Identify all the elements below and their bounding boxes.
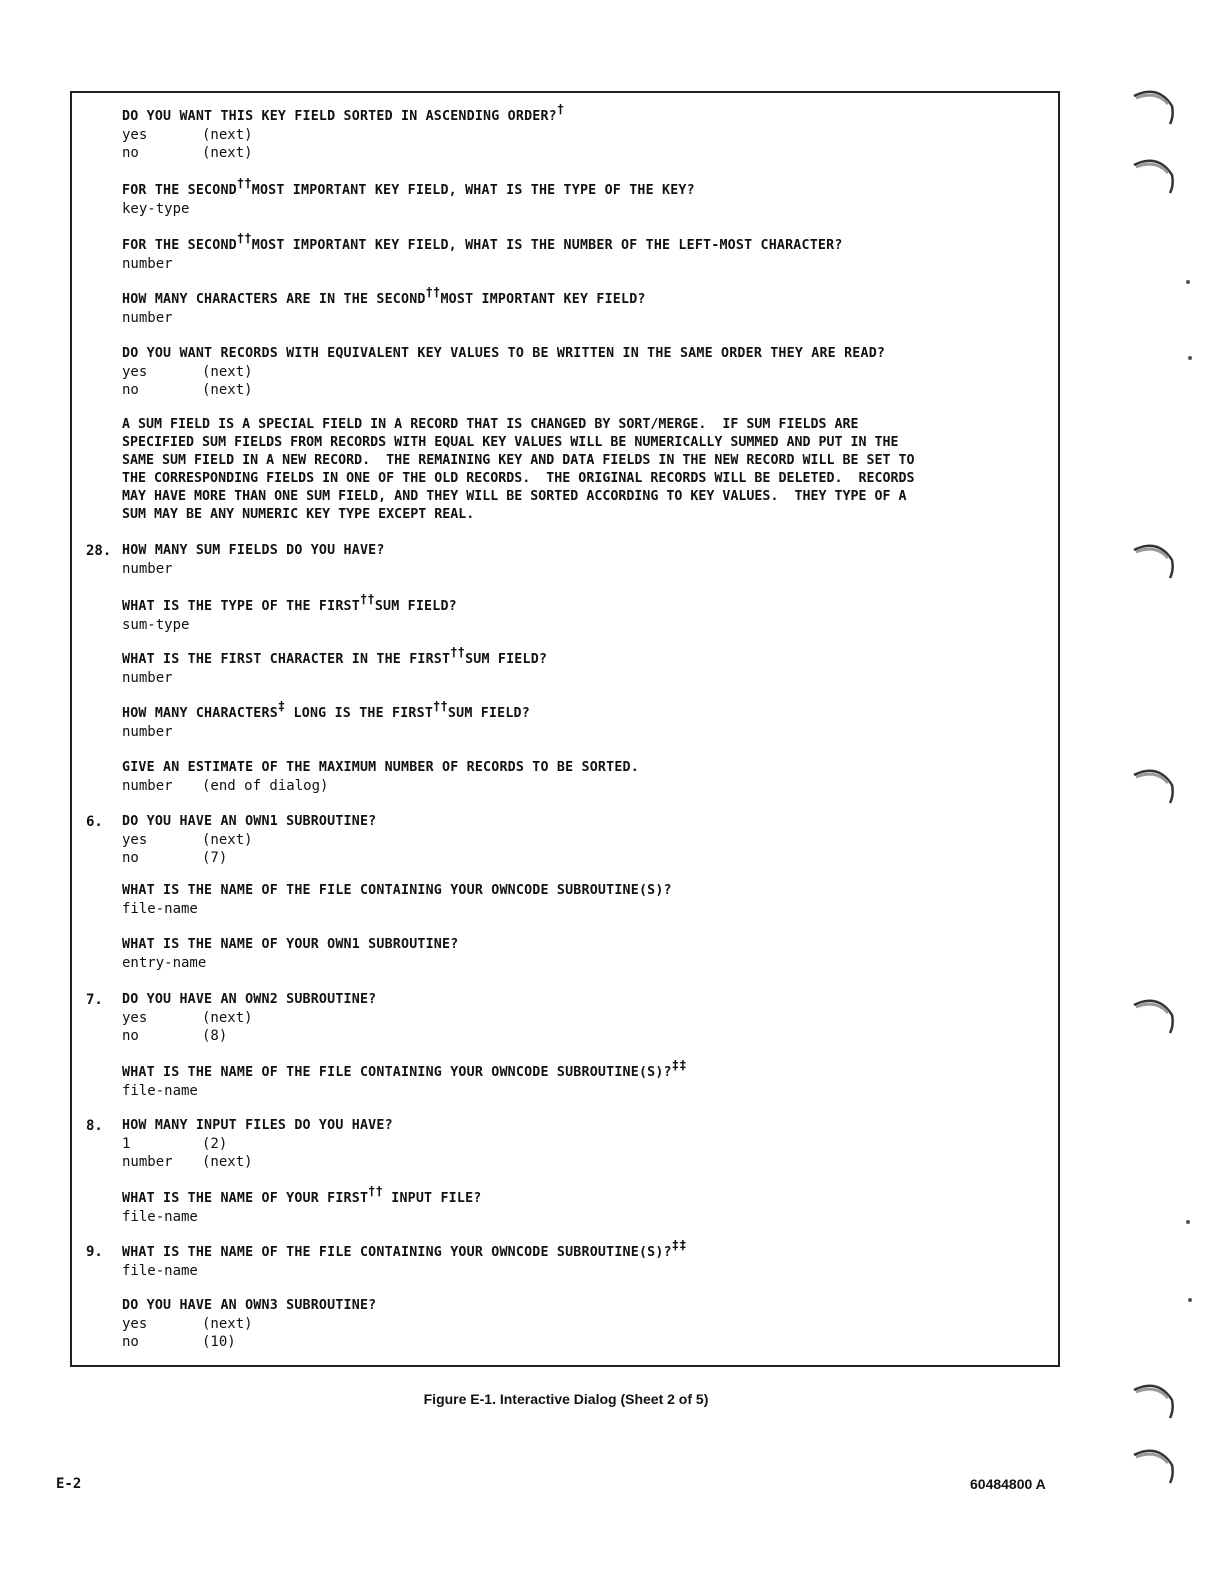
answer-value: number <box>122 256 173 272</box>
footnote-marker: †† <box>425 285 441 299</box>
question-text: SUM FIELD? <box>465 652 548 667</box>
answer-option <box>122 1262 1000 1280</box>
speck-mark <box>1188 1298 1192 1302</box>
dialog-question <box>122 759 1000 777</box>
answer-next-step: (8) <box>202 1028 228 1044</box>
dialog-question <box>122 1117 1000 1135</box>
question-text: INPUT FILE? <box>383 1191 482 1206</box>
answer-next-step: (next) <box>202 127 253 143</box>
dialog-block <box>0 1238 1000 1280</box>
answer-value: no <box>122 1028 139 1044</box>
dialog-question <box>122 882 1000 900</box>
footnote-marker: †† <box>433 699 448 713</box>
question-text: FOR THE SECOND <box>122 183 237 198</box>
answer-value: no <box>122 382 139 398</box>
answer-option <box>122 900 1000 918</box>
dialog-block <box>0 645 1000 687</box>
question-text: FOR THE SECOND <box>122 238 237 253</box>
dialog-block <box>0 1058 1000 1100</box>
answer-option <box>122 200 1000 218</box>
dialog-question <box>122 102 1000 126</box>
binder-hole-icon <box>1128 155 1178 200</box>
question-text: HOW MANY INPUT FILES DO YOU HAVE? <box>122 1118 393 1133</box>
footnote-marker: †† <box>359 592 375 606</box>
dialog-block <box>0 813 1000 867</box>
dialog-block <box>0 231 1000 273</box>
answer-value: entry-name <box>122 955 207 971</box>
answer-option <box>122 255 1000 273</box>
dialog-block <box>0 1117 1000 1171</box>
question-text: LONG IS THE FIRST <box>285 706 434 721</box>
answer-value: no <box>122 850 139 866</box>
answer-option <box>122 831 1000 849</box>
question-text: DO YOU WANT THIS KEY FIELD SORTED IN ASCENDING ORDER? <box>122 109 557 124</box>
answer-option <box>122 1082 1000 1100</box>
question-text: DO YOU WANT RECORDS WITH EQUIVALENT KEY VALUES TO BE WRITTEN IN THE SAME ORDER THEY ARE READ? <box>122 346 886 361</box>
answer-value: yes <box>122 832 148 848</box>
answer-option <box>122 669 1000 687</box>
speck-mark <box>1186 280 1190 284</box>
answer-value: yes <box>122 1316 148 1332</box>
question-text: HOW MANY CHARACTERS ARE IN THE SECOND <box>122 292 426 307</box>
footnote-marker: † <box>556 102 565 116</box>
answer-value: yes <box>122 1010 148 1026</box>
dialog-block <box>0 176 1000 218</box>
answer-option <box>122 616 1000 634</box>
answer-next-step: (next) <box>202 1154 253 1170</box>
answer-next-step: (end of dialog) <box>202 778 329 794</box>
answer-value: no <box>122 145 139 161</box>
dialog-question <box>122 542 1000 560</box>
answer-next-step: (7) <box>202 850 228 866</box>
question-text: MOST IMPORTANT KEY FIELD, WHAT IS THE NUMBER OF THE LEFT-MOST CHARACTER? <box>251 238 843 253</box>
dialog-question <box>122 592 1000 616</box>
answer-option <box>122 560 1000 578</box>
step-number: 6. <box>86 814 103 830</box>
question-text: HOW MANY SUM FIELDS DO YOU HAVE? <box>122 543 385 558</box>
dialog-block <box>0 759 1000 795</box>
step-number: 7. <box>86 992 103 1008</box>
answer-option <box>122 849 1000 867</box>
answer-next-step: (2) <box>202 1136 228 1152</box>
dialog-question <box>122 991 1000 1009</box>
question-text: GIVE AN ESTIMATE OF THE MAXIMUM NUMBER OF RECORDS TO BE SORTED. <box>122 760 639 775</box>
binder-hole-icon <box>1128 540 1178 585</box>
step-number: 9. <box>86 1244 103 1260</box>
question-text: SUM FIELD? <box>374 599 457 614</box>
sum-field-paragraph: A SUM FIELD IS A SPECIAL FIELD IN A RECORD THAT IS CHANGED BY SORT/MERGE. IF SUM FIELDS ARE SPECIFIED SUM FIELDS FROM RECORDS WITH EQUAL KEY VALUES WILL BE NUMERICALLY SUMMED AND PUT IN THE SAME SUM FIELD IN A NEW RECORD. THE REMAINING KEY AND DATA FIELDS IN THE NEW RECORD WILL BE SET TO THE CORRESPONDING FIELDS IN ONE OF THE OLD RECORDS. THE ORIGINAL RECORDS WILL BE DELETED. RECORDS MAY HAVE MORE THAN ONE SUM FIELD, AND THEY WILL BE SORTED ACCORDING TO KEY VALUES. THEY TYPE OF A SUM MAY BE ANY NUMERIC KEY TYPE EXCEPT REAL. <box>122 417 915 522</box>
footnote-marker: ‡‡ <box>671 1238 687 1252</box>
page-number: E-2 <box>56 1476 82 1492</box>
dialog-question <box>122 345 1000 363</box>
step-number: 8. <box>86 1118 103 1134</box>
answer-value: file-name <box>122 1083 198 1099</box>
question-text: MOST IMPORTANT KEY FIELD, WHAT IS THE TYPE OF THE KEY? <box>251 183 695 198</box>
answer-option <box>122 144 1000 162</box>
dialog-question <box>122 1297 1000 1315</box>
answer-next-step: (next) <box>202 1316 253 1332</box>
dialog-block <box>0 102 1000 162</box>
question-text: SUM FIELD? <box>447 706 530 721</box>
document-number: 60484800 A <box>970 1476 1046 1492</box>
dialog-block <box>0 345 1000 399</box>
answer-option <box>122 381 1000 399</box>
answer-next-step: (next) <box>202 145 253 161</box>
question-text: MOST IMPORTANT KEY FIELD? <box>440 292 646 307</box>
answer-option <box>122 1315 1000 1333</box>
dialog-block <box>0 699 1000 741</box>
answer-value: key-type <box>122 201 190 217</box>
question-text: WHAT IS THE TYPE OF THE FIRST <box>122 599 360 614</box>
answer-value: yes <box>122 127 148 143</box>
dialog-block <box>0 936 1000 972</box>
question-text: WHAT IS THE NAME OF THE FILE CONTAINING YOUR OWNCODE SUBROUTINE(S)? <box>122 1245 672 1260</box>
answer-value: number <box>122 670 173 686</box>
binder-hole-icon <box>1128 86 1178 131</box>
answer-value: yes <box>122 364 148 380</box>
answer-next-step: (10) <box>202 1334 236 1350</box>
answer-value: number <box>122 778 173 794</box>
answer-value: number <box>122 561 173 577</box>
dialog-question <box>122 1184 1000 1208</box>
dialog-question <box>122 1058 1000 1082</box>
footnote-marker: †† <box>368 1184 384 1198</box>
answer-value: file-name <box>122 1209 198 1225</box>
answer-option <box>122 777 1000 795</box>
answer-value: file-name <box>122 901 198 917</box>
binder-hole-icon <box>1128 995 1178 1040</box>
speck-mark <box>1188 356 1192 360</box>
answer-next-step: (next) <box>202 832 253 848</box>
dialog-block <box>0 592 1000 634</box>
dialog-block <box>0 991 1000 1045</box>
question-text: WHAT IS THE NAME OF THE FILE CONTAINING YOUR OWNCODE SUBROUTINE(S)? <box>122 1065 672 1080</box>
answer-option <box>122 1009 1000 1027</box>
dialog-question <box>122 231 1000 255</box>
answer-value: number <box>122 310 173 326</box>
dialog-block <box>0 285 1000 327</box>
answer-option <box>122 1208 1000 1226</box>
question-text: WHAT IS THE FIRST CHARACTER IN THE FIRST <box>122 652 451 667</box>
answer-option <box>122 954 1000 972</box>
dialog-question <box>122 936 1000 954</box>
question-text: DO YOU HAVE AN OWN1 SUBROUTINE? <box>122 814 377 829</box>
question-text: WHAT IS THE NAME OF YOUR FIRST <box>122 1191 369 1206</box>
dialog-block <box>0 1297 1000 1351</box>
dialog-question <box>122 176 1000 200</box>
answer-value: no <box>122 1334 139 1350</box>
binder-hole-icon <box>1128 765 1178 810</box>
question-text: DO YOU HAVE AN OWN3 SUBROUTINE? <box>122 1298 377 1313</box>
dialog-question <box>122 1238 1000 1262</box>
dialog-block <box>0 542 1000 578</box>
answer-value: number <box>122 724 173 740</box>
speck-mark <box>1186 1220 1190 1224</box>
answer-value: 1 <box>122 1136 131 1152</box>
answer-option <box>122 1333 1000 1351</box>
dialog-question <box>122 813 1000 831</box>
answer-next-step: (next) <box>202 364 253 380</box>
dialog-block <box>0 1184 1000 1226</box>
footnote-marker: ‡‡ <box>671 1058 687 1072</box>
dialog-question <box>122 645 1000 669</box>
answer-option <box>122 309 1000 327</box>
answer-option <box>122 723 1000 741</box>
answer-option <box>122 363 1000 381</box>
answer-next-step: (next) <box>202 382 253 398</box>
answer-option <box>122 1027 1000 1045</box>
question-text: WHAT IS THE NAME OF THE FILE CONTAINING YOUR OWNCODE SUBROUTINE(S)? <box>122 883 672 898</box>
dialog-question <box>122 699 1000 723</box>
figure-caption: Figure E-1. Interactive Dialog (Sheet 2 of 5) <box>423 1391 709 1407</box>
question-text: WHAT IS THE NAME OF YOUR OWN1 SUBROUTINE? <box>122 937 459 952</box>
footnote-marker: †† <box>450 645 466 659</box>
answer-value: file-name <box>122 1263 198 1279</box>
answer-next-step: (next) <box>202 1010 253 1026</box>
dialog-block <box>0 882 1000 918</box>
footnote-marker: ‡ <box>277 699 286 713</box>
footnote-marker: †† <box>236 176 252 190</box>
question-text: HOW MANY CHARACTERS <box>122 706 278 721</box>
binder-hole-icon <box>1128 1380 1178 1425</box>
answer-value: sum-type <box>122 617 190 633</box>
answer-value: number <box>122 1154 173 1170</box>
footnote-marker: †† <box>236 231 252 245</box>
answer-option <box>122 1153 1000 1171</box>
dialog-question <box>122 285 1000 309</box>
binder-hole-icon <box>1128 1445 1178 1490</box>
question-text: DO YOU HAVE AN OWN2 SUBROUTINE? <box>122 992 377 1007</box>
step-number: 28. <box>86 543 112 559</box>
answer-option <box>122 126 1000 144</box>
answer-option <box>122 1135 1000 1153</box>
